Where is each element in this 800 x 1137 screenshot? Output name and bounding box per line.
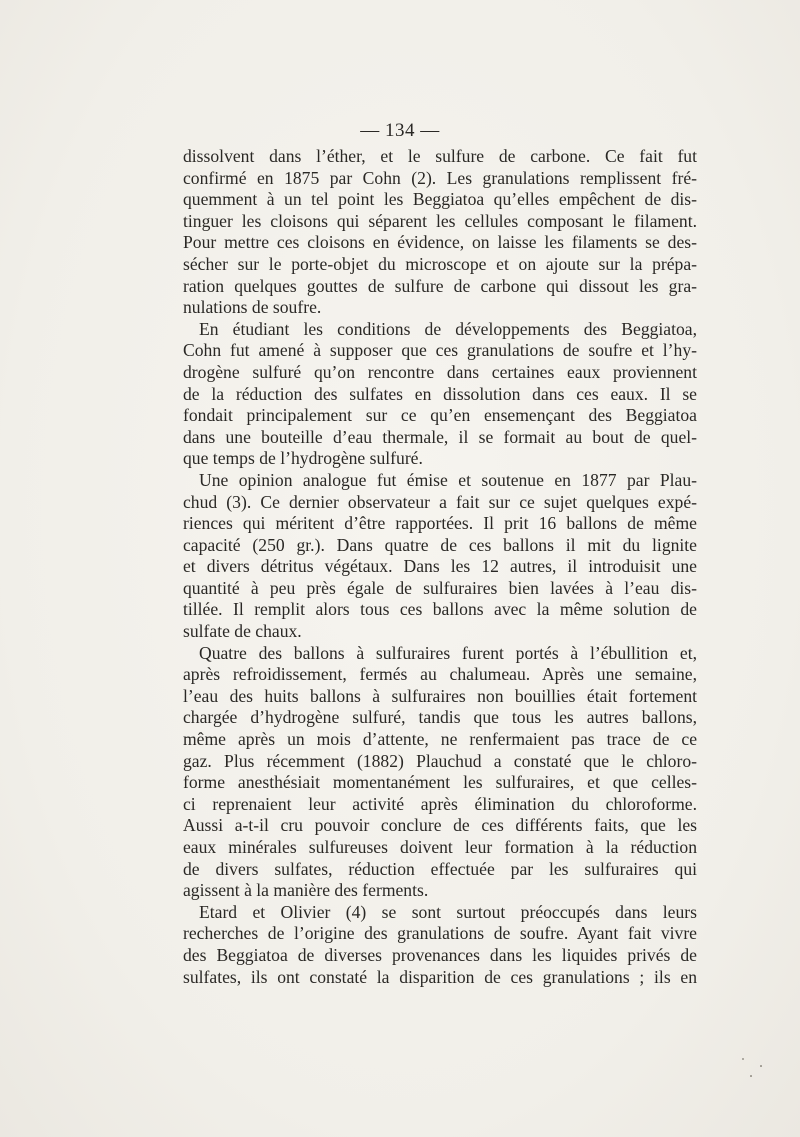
text-line: drogène sulfuré qu’on rencontre dans certaines eaux proviennent <box>183 361 697 382</box>
scan-speck <box>750 1075 752 1077</box>
text-line: sulfates, ils ont constaté la disparition de ces granulations ; ils en <box>183 966 697 987</box>
scan-speck <box>742 1058 744 1060</box>
text-line: ration quelques gouttes de sulfure de carbone qui dissout les gra- <box>183 275 697 296</box>
text-line: Cohn fut amené à supposer que ces granulations de soufre et l’hy- <box>183 340 697 361</box>
text-line: que temps de l’hydrogène sulfuré. <box>183 448 423 469</box>
text-line: après refroidissement, fermés au chalumeau. Après une semaine, <box>183 664 697 685</box>
text-line: Pour mettre ces cloisons en évidence, on laisse les filaments se des- <box>183 232 697 253</box>
text-line: de divers sulfates, réduction effectuée par les sulfuraires qui <box>183 858 697 879</box>
text-line: recherches de l’origine des granulations de soufre. Ayant fait vivre <box>183 923 697 944</box>
paragraph-first-line: Quatre des ballons à sulfuraires furent portés à l’ébullition et, <box>199 642 697 663</box>
text-line: Aussi a-t-il cru pouvoir conclure de ces différents faits, que les <box>183 815 697 836</box>
text-line: des Beggiatoa de diverses provenances dans les liquides privés de <box>183 944 697 965</box>
text-line: confirmé en 1875 par Cohn (2). Les granulations remplissent fré- <box>183 167 697 188</box>
paragraph-first-line: Une opinion analogue fut émise et soutenue en 1877 par Plau- <box>199 469 697 490</box>
scan-speck <box>760 1065 762 1067</box>
text-line: nulations de soufre. <box>183 297 322 318</box>
text-line: dissolvent dans l’éther, et le sulfure de carbone. Ce fait fut <box>183 146 697 166</box>
text-line: sulfate de chaux. <box>183 621 302 642</box>
text-line: l’eau des huits ballons à sulfuraires non bouillies était fortement <box>183 685 697 706</box>
text-line: sécher sur le porte-objet du microscope et on ajoute sur la prépa- <box>183 253 697 274</box>
text-line: ci reprenaient leur activité après élimination du chloroforme. <box>183 793 697 814</box>
text-line: quantité à peu près égale de sulfuraires bien lavées à l’eau dis- <box>183 577 697 598</box>
text-line: et divers détritus végétaux. Dans les 12 autres, il introduisit une <box>183 556 697 577</box>
text-line: fondait principalement sur ce qu’en ensemençant des Beggiatoa <box>183 405 697 426</box>
text-line: dans une bouteille d’eau thermale, il se formait au bout de quel- <box>183 426 697 447</box>
text-line: quemment à un tel point les Beggiatoa qu’elles empêchent de dis- <box>183 189 697 210</box>
text-line: capacité (250 gr.). Dans quatre de ces ballons il mit du lignite <box>183 534 697 555</box>
text-line: de la réduction des sulfates en dissolution dans ces eaux. Il se <box>183 383 697 404</box>
page-number: — 134 — <box>360 120 440 141</box>
text-line: forme anesthésiait momentanément les sulfuraires, et que celles- <box>183 772 697 793</box>
text-line: eaux minérales sulfureuses doivent leur formation à la réduction <box>183 837 697 857</box>
body-text <box>183 146 697 988</box>
text-line: chargée d’hydrogène sulfuré, tandis que tous les autres ballons, <box>183 707 697 728</box>
paragraph-first-line: En étudiant les conditions de développements des Beggiatoa, <box>199 318 697 339</box>
text-line: même après un mois d’attente, ne renfermaient pas trace de ce <box>183 729 697 750</box>
text-line: gaz. Plus récemment (1882) Plauchud a constaté que le chloro- <box>183 750 697 771</box>
text-line: agissent à la manière des ferments. <box>183 880 429 901</box>
paragraph-first-line: Etard et Olivier (4) se sont surtout préoccupés dans leurs <box>199 901 697 922</box>
text-line: tillée. Il remplit alors tous ces ballons avec la même solution de <box>183 599 697 620</box>
text-line: tinguer les cloisons qui séparent les cellules composant le filament. <box>183 210 697 231</box>
text-line: chud (3). Ce dernier observateur a fait sur ce sujet quelques expé- <box>183 491 697 512</box>
text-line: riences qui méritent d’être rapportées. Il prit 16 ballons de même <box>183 513 697 534</box>
